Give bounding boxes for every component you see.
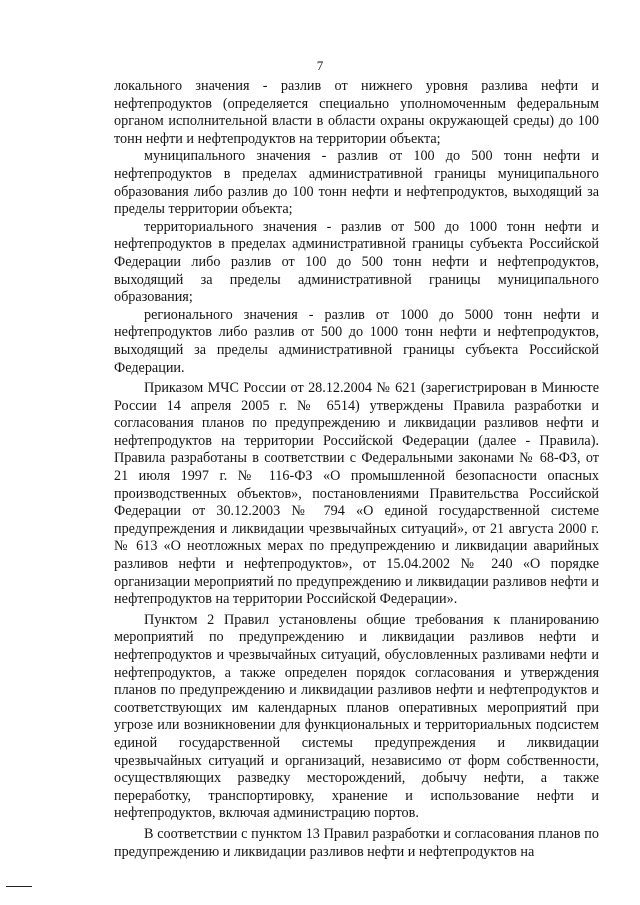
paragraph-mchs-order: Приказом МЧС России от 28.12.2004 № 621 (зарегистрирован в Минюсте России 14 апреля 2005 г. № 6514) утверждены Правила разработки и согласования планов по предупреждению и ликвидации разливов нефти и нефтепродуктов на территории Российской Федерации (далее - Правила). Правила разработаны в соответствии с Федеральными законами № 68-ФЗ, от 21 июля 1997 г. № 116-ФЗ «О промышленной безопасности опасных производственных объектов», постановлениями Правительства Российской Федерации от 30.12.2003 № 794 «О единой государственной системе предупреждения и ликвидации чрезвычайных ситуаций», от 21 августа 2000 г. № 613 «О неотложных мерах по предупреждению и ликвидации аварийных разливов нефти и нефтепродуктов», от 15.04.2002 № 240 «О порядке организации мероприятий по предупреждению и ликвидации разливов нефти и нефтепродуктов на территории Российской Федерации». <box>114 380 599 608</box>
paragraph-municipal-significance: муниципального значения - разлив от 100 до 500 тонн нефти и нефтепродуктов в пределах административной границы муниципального образования либо разлив до 100 тонн нефти и нефтепродуктов, выходящий за пределы территории объекта; <box>114 148 599 218</box>
paragraph-territorial-significance: территориального значения - разлив от 500 до 1000 тонн нефти и нефтепродуктов в пределах административной границы субъекта Российской Федерации либо разлив от 100 до 500 тонн нефти и нефтепродуктов, выходящий за пределы административной границы муниципального образования; <box>114 218 599 306</box>
bottom-margin-mark <box>6 886 32 887</box>
paragraph-rules-point-2: Пунктом 2 Правил установлены общие требования к планированию мероприятий по предупреждению и ликвидации разливов нефти и нефтепродуктов и чрезвычайных ситуаций, обусловленных разливами нефти и нефтепродуктов, а также определен порядок согласования и утверждения планов по предупреждению и ликвидации разливов нефти и нефтепродуктов и соответствующих им календарных планов оперативных мероприятий при угрозе или возникновении для функциональных и территориальных подсистем единой государственной системы предупреждения и ликвидации чрезвычайных ситуаций и организаций, независимо от форм собственности, осуществляющих разведку месторождений, добычу нефти, а также переработку, транспортировку, хранение и использование нефти и нефтепродуктов, включая администрацию портов. <box>114 611 599 822</box>
paragraph-local-significance: локального значения - разлив от нижнего уровня разлива нефти и нефтепродуктов (определяется специально уполномоченным федеральным органом исполнительной власти в области охраны окружающей среды) до 100 тонн нефти и нефтепродуктов на территории объекта; <box>114 78 599 147</box>
paragraph-rules-point-13: В соответствии с пунктом 13 Правил разработки и согласования планов по предупреждению и ликвидации разливов нефти и нефтепродуктов на <box>114 825 599 860</box>
paragraph-regional-significance: регионального значения - разлив от 1000 до 5000 тонн нефти и нефтепродуктов либо разлив от 500 до 1000 тонн нефти и нефтепродуктов, выходящий за пределы административной границы субъекта Российской Федерации. <box>114 306 599 376</box>
document-body <box>114 78 599 861</box>
page-number: 7 <box>316 58 324 73</box>
